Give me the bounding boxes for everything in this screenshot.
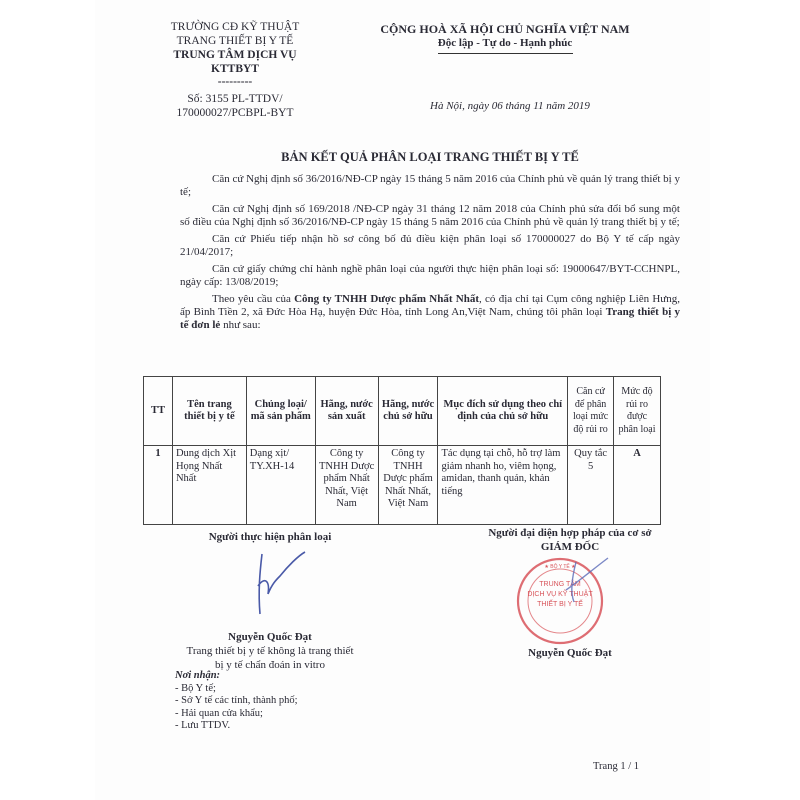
recipient-item: - Hải quan cửa khẩu; xyxy=(175,707,263,719)
cell-purpose: Tác dụng tại chỗ, hỗ trợ làm giảm nhanh ho, viêm họng, amidan, thanh quản, khản tiếng xyxy=(438,446,568,525)
cell-owner: Công ty TNHH Dược phẩm Nhất Nhất, Việt Nam xyxy=(378,446,438,525)
legal-basis-1 xyxy=(180,173,680,199)
recipients-label: Nơi nhận: xyxy=(175,670,221,681)
classifier-signature-block xyxy=(160,530,380,672)
legal-basis-2-text: Căn cứ Nghị định số 169/2018 /NĐ-CP ngày 31 tháng 12 năm 2018 của Chính phủ sửa đổi bổ sung một số điều của Nghị định số 36/2016/NĐ-CP ngày 15 tháng 5 năm 2016 của Chính phủ về quản lý trang thiết bị y tế; xyxy=(180,203,680,228)
svg-text:THIẾT BỊ Y TẾ: THIẾT BỊ Y TẾ xyxy=(537,601,583,608)
request-prefix: Theo yêu cầu của xyxy=(212,293,295,305)
issuer-line-4: KTTBYT xyxy=(211,63,259,75)
col-header-purpose: Mục đích sử dụng theo chỉ định của chủ sở hữu xyxy=(438,377,568,446)
classifier-role: Người thực hiện phân loại xyxy=(208,531,332,543)
svg-text:TRUNG TÂM: TRUNG TÂM xyxy=(539,581,581,588)
issuer-separator: --------- xyxy=(217,76,253,88)
device-type: Trang thiết bị y tế đơn lẻ xyxy=(180,306,681,331)
nation-name: CỘNG HOÀ XÃ HỘI CHỦ NGHĨA VIỆT NAM xyxy=(380,22,630,36)
legal-basis-4 xyxy=(180,263,680,289)
motto-underline xyxy=(438,53,573,54)
national-header xyxy=(360,22,650,54)
table-row xyxy=(144,446,661,525)
cell-name: Dung dịch Xịt Họng Nhất Nhất xyxy=(172,446,246,525)
page-number: Trang 1 / 1 xyxy=(593,761,639,772)
col-header-basis: Căn cứ để phân loại mức độ rủi ro xyxy=(568,377,614,446)
legal-basis-3 xyxy=(180,233,680,259)
cell-tt: 1 xyxy=(144,446,173,525)
cell-basis: Quy tắc 5 xyxy=(568,446,614,525)
col-header-tt: TT xyxy=(144,377,173,446)
cell-model: Dạng xịt/ TY.XH-14 xyxy=(246,446,315,525)
request-suffix: như sau: xyxy=(220,319,261,331)
col-header-owner: Hãng, nước chủ sở hữu xyxy=(378,377,438,446)
cell-risk: A xyxy=(614,446,661,525)
director-title: GIÁM ĐỐC xyxy=(540,541,600,553)
request-middle: , có địa chỉ tại Cụm công nghiệp Liên Hưng, ấp Bình Tiền 2, xã Đức Hòa Hạ, huyện Đức Hòa, tỉnh Long An,Việt Nam, chúng tôi phân loại xyxy=(180,293,681,318)
issuer-line-2: TRANG THIẾT BỊ Y TẾ xyxy=(176,35,294,47)
document-title: BẢN KẾT QUẢ PHÂN LOẠI TRANG THIẾT BỊ Y TẾ xyxy=(281,150,579,164)
ivd-note: Trang thiết bị y tế không là trang thiết bị y tế chẩn đoán in vitro xyxy=(186,645,354,671)
handwritten-signature-icon xyxy=(210,546,330,616)
director-role: Người đại diện hợp pháp của cơ sở xyxy=(488,527,652,539)
legal-basis-3-text: Căn cứ Phiếu tiếp nhận hồ sơ công bố đủ điều kiện phân loại số 170000027 do Bộ Y tế cấp ngày 21/04/2017; xyxy=(180,233,680,258)
issue-date: Hà Nội, ngày 06 tháng 11 năm 2019 xyxy=(430,100,590,112)
legal-basis-1-text: Căn cứ Nghị định số 36/2016/NĐ-CP ngày 15 tháng 5 năm 2016 của Chính phủ về quản lý trang thiết bị y tế; xyxy=(180,173,680,198)
col-header-risk: Mức độ rủi ro được phân loại xyxy=(614,377,661,446)
svg-text:DỊCH VỤ KỸ THUẬT: DỊCH VỤ KỸ THUẬT xyxy=(527,591,593,598)
svg-text:★ BỘ Y TẾ ★: ★ BỘ Y TẾ ★ xyxy=(544,564,576,570)
document-body xyxy=(180,150,680,336)
request-paragraph xyxy=(180,293,680,332)
national-motto: Độc lập - Tự do - Hạnh phúc xyxy=(437,37,573,49)
issuer-line-3: TRUNG TÂM DỊCH VỤ xyxy=(173,49,297,61)
doc-number-line-1: Số: 3155 PL-TTDV/ xyxy=(187,93,283,105)
recipients-block xyxy=(175,670,298,733)
doc-number-line-2: 170000027/PCBPL-BYT xyxy=(176,107,294,119)
recipient-item: - Sở Y tế các tỉnh, thành phố; xyxy=(175,695,298,706)
issuer-line-1: TRƯỜNG CĐ KỸ THUẬT xyxy=(170,21,300,33)
recipient-item: - Bộ Y tế; xyxy=(175,682,216,694)
col-header-model: Chủng loại/ mã sản phẩm xyxy=(246,377,315,446)
legal-basis-4-text: Căn cứ giấy chứng chỉ hành nghề phân loại của người thực hiện phân loại số: 19000647/BYT-CCHNPL, ngày cấp: 13/08/2019; xyxy=(180,263,680,288)
official-stamp-icon xyxy=(500,556,620,646)
classification-table xyxy=(143,376,661,525)
recipient-item: - Lưu TTDV. xyxy=(175,720,231,731)
director-name: Nguyễn Quốc Đạt xyxy=(528,647,612,659)
director-signature-block xyxy=(455,526,685,554)
company-name: Công ty TNHH Dược phẩm Nhất Nhất xyxy=(294,293,480,305)
table-header-row xyxy=(144,377,661,446)
classifier-name: Nguyễn Quốc Đạt xyxy=(228,631,312,643)
issuer-block xyxy=(155,20,315,120)
col-header-name: Tên trang thiết bị y tế xyxy=(172,377,246,446)
cell-manufacturer: Công ty TNHH Dược phẩm Nhất Nhất, Việt Nam xyxy=(315,446,378,525)
legal-basis-2 xyxy=(180,203,680,229)
col-header-manufacturer: Hãng, nước sản xuất xyxy=(315,377,378,446)
